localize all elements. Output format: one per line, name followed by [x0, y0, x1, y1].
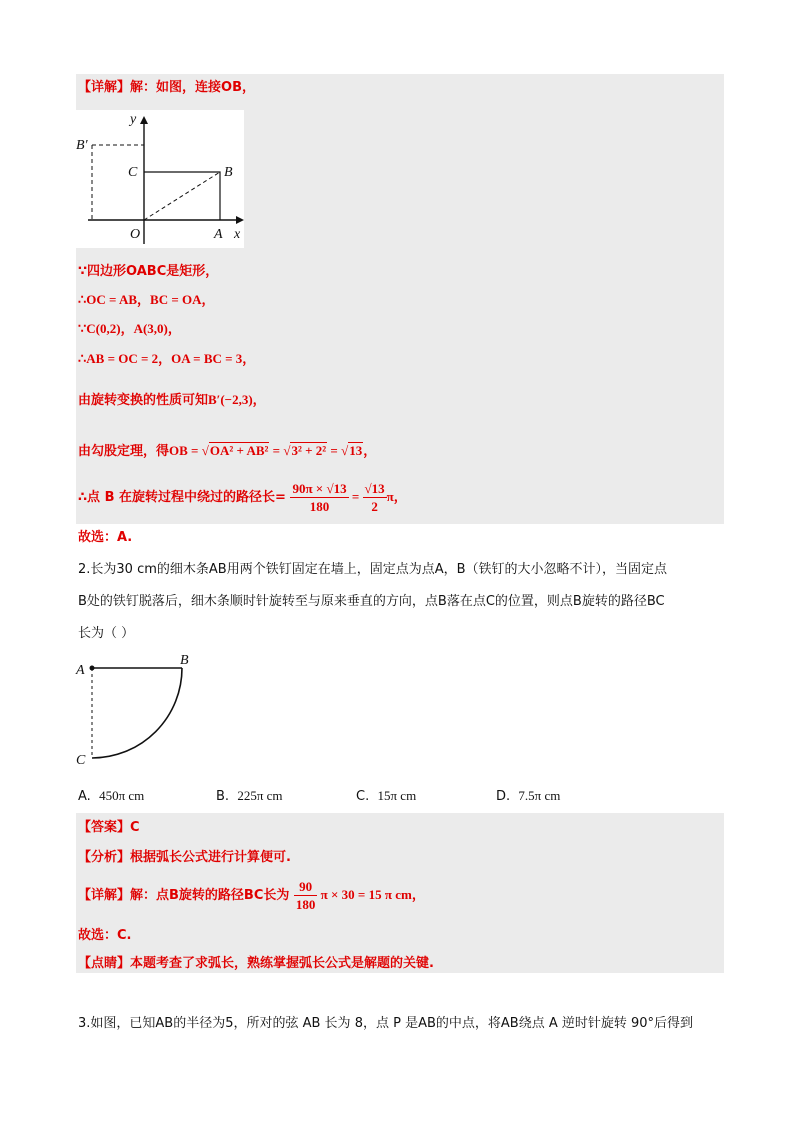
q1-line7: ∴点 B 在旋转过程中绕过的路径长= $\frac{90\pi \times √13}{180}$ = $\frac{√13}{2}$ π，: [78, 481, 407, 514]
q1-line5: 由旋转变换的性质可知B′(−2,3)，: [78, 392, 266, 408]
q2-answer: 【答案】C: [78, 820, 140, 835]
q1-line1: ∵四边形OABC是矩形，: [78, 264, 219, 279]
label-C: C: [128, 165, 138, 180]
q2-arc-figure: [74, 650, 204, 770]
label-x: x: [234, 227, 241, 242]
q1-answer: 故选：A.: [78, 530, 133, 545]
q3-stem: 3.如图，已知AB的半径为5，所对的弦 AB 长为 8，点 P 是AB的中点，将AB绕点 A 逆时针旋转 90°后得到: [78, 1016, 694, 1031]
label-C: C: [76, 753, 86, 768]
q2-comment: 【点睛】本题考查了求弧长，熟练掌握弧长公式是解题的关键.: [78, 956, 434, 971]
q2-choice: 故选：C.: [78, 928, 132, 943]
label-B: B: [180, 653, 189, 668]
q1-line6: 由勾股定理，得OB = √OA² + AB² = √3² + 2² = √13，: [78, 443, 377, 459]
q1-coordinate-figure: [76, 110, 244, 248]
label-Bprime: B′: [76, 138, 88, 153]
label-y: y: [130, 112, 137, 127]
q2-stem-line2: B处的铁钉脱落后，细木条顺时针旋转至与原来垂直的方向，点B落在点C的位置，则点B旋转的路径BC: [78, 594, 665, 609]
option-a[interactable]: A. 450π cm: [78, 788, 145, 804]
q2-detail: 【详解】解：点B旋转的路径BC长为 $\frac{90}{180}$ π × 30 = 15 π cm，: [78, 879, 425, 912]
option-d[interactable]: D. 7.5π cm: [496, 788, 561, 804]
label-B: B: [224, 165, 233, 180]
q1-line3: ∵C(0,2)，A(3,0)，: [78, 321, 181, 336]
option-c[interactable]: C. 15π cm: [356, 788, 417, 804]
label-A: A: [76, 663, 85, 678]
label-A: A: [214, 227, 223, 242]
q1-detail: 【详解】解：如图，连接OB，: [78, 80, 255, 95]
q1-line2: ∴OC = AB，BC = OA，: [78, 292, 215, 307]
q2-stem-line3: 长为（ ）: [78, 626, 135, 641]
q2-stem-line1: 2.长为30 cm的细木条AB用两个铁钉固定在墙上，固定点为点A，B（铁钉的大小忽略不计），当固定点: [78, 562, 668, 577]
option-b[interactable]: B. 225π cm: [216, 788, 283, 804]
q1-line4: ∴AB = OC = 2，OA = BC = 3，: [78, 351, 256, 366]
label-O: O: [130, 227, 141, 242]
q2-analysis: 【分析】根据弧长公式进行计算便可.: [78, 850, 291, 865]
